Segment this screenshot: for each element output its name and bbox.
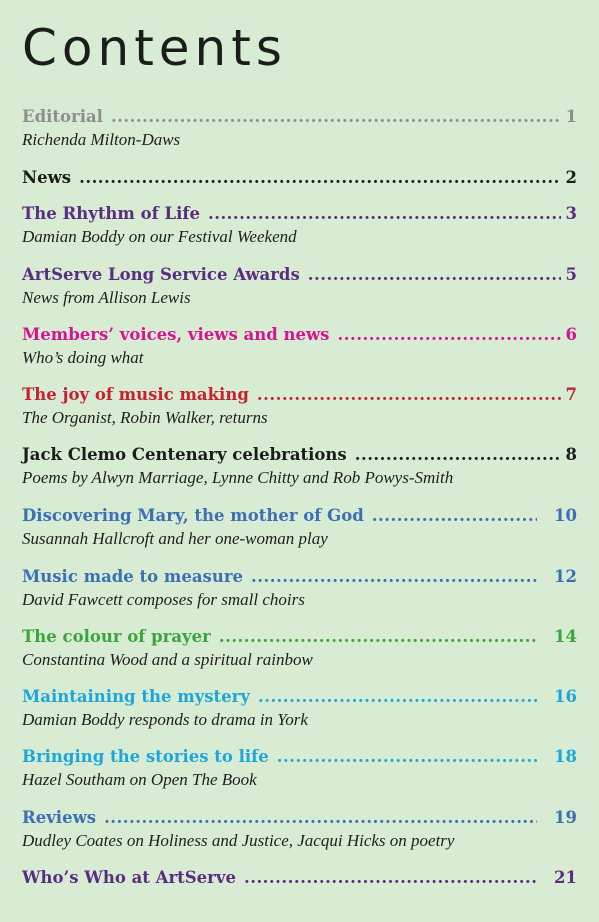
toc-entry-joy-of-music[interactable] — [22, 384, 577, 429]
toc-page-number: 1 — [565, 107, 577, 126]
toc-heading-row — [22, 626, 577, 648]
toc-entry-jack-clemo[interactable] — [22, 444, 577, 489]
toc-heading-row — [22, 264, 577, 286]
toc-page-number: 6 — [565, 325, 577, 344]
toc-heading: Maintaining the mystery — [22, 687, 250, 706]
toc-heading-row — [22, 384, 577, 406]
toc-subtitle: News from Allison Lewis — [22, 288, 191, 307]
toc-page-number: 8 — [565, 445, 577, 464]
toc-subtitle: Richenda Milton-Daws — [22, 130, 181, 149]
toc-heading: News — [22, 168, 72, 187]
toc-leader-dots — [257, 384, 561, 406]
toc-heading: Who’s Who at ArtServe — [22, 868, 236, 887]
toc-entry-editorial[interactable] — [22, 106, 577, 151]
toc-heading: Bringing the stories to life — [22, 747, 269, 766]
toc-heading: The joy of music making — [22, 385, 249, 404]
toc-subtitle: Susannah Hallcroft and her one-woman play — [22, 529, 328, 548]
toc-subtitle: Who’s doing what — [22, 348, 144, 367]
toc-heading: The colour of prayer — [22, 627, 211, 646]
toc-heading-row — [22, 203, 577, 225]
toc-entry-rhythm-of-life[interactable] — [22, 203, 577, 248]
toc-entry-maintaining-mystery[interactable] — [22, 686, 577, 731]
toc-heading-row — [22, 746, 577, 768]
toc-entry-members-voices[interactable] — [22, 324, 577, 369]
toc-heading: Reviews — [22, 808, 97, 827]
toc-entry-music-made-to-measure[interactable] — [22, 566, 577, 611]
toc-heading-row — [22, 566, 577, 588]
toc-page-number: 19 — [554, 808, 577, 827]
toc-leader-dots — [244, 867, 537, 889]
toc-entry-whos-who[interactable] — [22, 867, 577, 889]
toc-heading-row — [22, 807, 577, 829]
page-title: Contents — [22, 19, 287, 77]
toc-subtitle: David Fawcett composes for small choirs — [22, 590, 305, 609]
toc-heading: Music made to measure — [22, 567, 244, 586]
toc-heading: Jack Clemo Centenary celebrations — [22, 445, 347, 464]
toc-subtitle: The Organist, Robin Walker, returns — [22, 408, 268, 427]
toc-heading-row — [22, 444, 577, 466]
toc-page-number: 5 — [565, 265, 577, 284]
toc-subtitle: Damian Boddy on our Festival Weekend — [22, 227, 297, 246]
toc-entry-discovering-mary[interactable] — [22, 505, 577, 550]
toc-heading-row — [22, 867, 577, 889]
toc-subtitle: Poems by Alwyn Marriage, Lynne Chitty and Rob Powys-Smith — [22, 468, 454, 487]
toc-heading: Members’ voices, views and news — [22, 325, 330, 344]
toc-page-number: 18 — [554, 747, 577, 766]
toc-heading: Editorial — [22, 107, 103, 126]
toc-leader-dots — [111, 106, 561, 128]
toc-page-number: 14 — [554, 627, 577, 646]
toc-leader-dots — [219, 626, 537, 648]
toc-subtitle: Damian Boddy responds to drama in York — [22, 710, 308, 729]
toc-page-number: 12 — [554, 567, 577, 586]
toc-leader-dots — [277, 746, 537, 768]
toc-leader-dots — [337, 324, 561, 346]
toc-heading-row — [22, 324, 577, 346]
toc-page-number: 21 — [554, 868, 577, 887]
toc-entry-news[interactable] — [22, 167, 577, 189]
toc-page-number: 10 — [554, 506, 577, 525]
toc-heading: ArtServe Long Service Awards — [22, 265, 300, 284]
toc-heading-row — [22, 505, 577, 527]
toc-entry-colour-of-prayer[interactable] — [22, 626, 577, 671]
toc-page-number: 2 — [565, 168, 577, 187]
toc-heading: Discovering Mary, the mother of God — [22, 506, 364, 525]
toc-page-number: 16 — [554, 687, 577, 706]
toc-leader-dots — [251, 566, 537, 588]
toc-page-number: 3 — [565, 204, 577, 223]
toc-heading-row — [22, 167, 577, 189]
toc-leader-dots — [372, 505, 537, 527]
toc-subtitle: Dudley Coates on Holiness and Justice, Jacqui Hicks on poetry — [22, 831, 455, 850]
toc-subtitle: Hazel Southam on Open The Book — [22, 770, 257, 789]
toc-page-number: 7 — [565, 385, 577, 404]
toc-leader-dots — [355, 444, 561, 466]
toc-leader-dots — [308, 264, 561, 286]
toc-leader-dots — [104, 807, 537, 829]
toc-heading-row — [22, 106, 577, 128]
toc-subtitle: Constantina Wood and a spiritual rainbow — [22, 650, 313, 669]
toc-leader-dots — [79, 167, 561, 189]
toc-leader-dots — [208, 203, 561, 225]
toc-entry-bringing-stories[interactable] — [22, 746, 577, 791]
toc-heading: The Rhythm of Life — [22, 204, 200, 223]
toc-leader-dots — [258, 686, 537, 708]
toc-entry-reviews[interactable] — [22, 807, 577, 852]
toc-heading-row — [22, 686, 577, 708]
toc-entry-long-service-awards[interactable] — [22, 264, 577, 309]
